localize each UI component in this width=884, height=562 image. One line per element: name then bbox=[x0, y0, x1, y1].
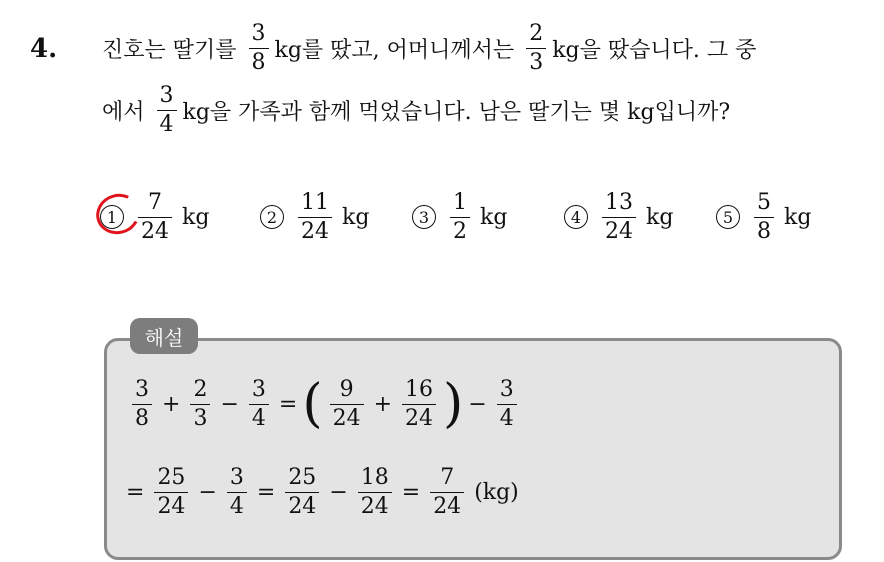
numerator: 7 bbox=[440, 464, 455, 490]
denominator: 24 bbox=[330, 404, 364, 430]
solution-label: 해설 bbox=[130, 318, 198, 354]
choice-4[interactable] bbox=[564, 184, 677, 250]
denominator: 4 bbox=[249, 404, 269, 430]
fraction bbox=[249, 376, 269, 431]
unit: kg bbox=[646, 204, 674, 230]
operator: = bbox=[278, 391, 298, 417]
selected-answer-mark bbox=[91, 188, 145, 240]
fraction bbox=[450, 189, 470, 244]
fraction bbox=[154, 464, 188, 519]
operator: = bbox=[126, 479, 145, 505]
denominator: 8 bbox=[132, 404, 152, 430]
numerator: 3 bbox=[251, 376, 266, 402]
denominator: 8 bbox=[249, 48, 269, 74]
operator: − bbox=[329, 479, 348, 505]
numerator: 18 bbox=[360, 464, 389, 490]
operator: = bbox=[401, 479, 421, 505]
numerator: 3 bbox=[159, 82, 174, 108]
numerator: 3 bbox=[135, 376, 149, 402]
choice-number: 4 bbox=[564, 205, 588, 229]
unit: (kg) bbox=[474, 479, 519, 505]
denominator: 4 bbox=[227, 492, 247, 518]
question-text: kg을 가족과 함께 먹었습니다. 남은 딸기는 몇 kg입니까? bbox=[182, 99, 731, 125]
denominator: 3 bbox=[190, 404, 210, 430]
numerator: 3 bbox=[499, 376, 514, 402]
choice-number: 1 bbox=[100, 205, 124, 229]
operator: − bbox=[198, 479, 217, 505]
fraction bbox=[430, 464, 464, 519]
choice-1[interactable] bbox=[100, 184, 213, 250]
fraction bbox=[754, 189, 774, 244]
operator: − bbox=[220, 391, 239, 417]
left-paren: ( bbox=[302, 374, 323, 434]
fraction bbox=[249, 20, 269, 75]
numerator: 25 bbox=[157, 464, 186, 490]
choice-number: 5 bbox=[716, 205, 740, 229]
numerator: 16 bbox=[405, 376, 434, 402]
question-line-1 bbox=[102, 18, 762, 78]
operator: + bbox=[162, 391, 181, 417]
denominator: 2 bbox=[450, 217, 470, 243]
denominator: 24 bbox=[358, 492, 392, 518]
question-text: kg를 땄고, 어머니께서는 bbox=[274, 37, 515, 63]
denominator: 24 bbox=[138, 217, 172, 243]
operator: = bbox=[256, 479, 276, 505]
numerator: 13 bbox=[605, 189, 633, 215]
fraction bbox=[138, 189, 172, 244]
denominator: 24 bbox=[602, 217, 636, 243]
denominator: 24 bbox=[402, 404, 436, 430]
unit: kg bbox=[784, 204, 812, 230]
denominator: 4 bbox=[497, 404, 517, 430]
fraction bbox=[157, 82, 177, 137]
numerator: 3 bbox=[229, 464, 244, 490]
choice-5[interactable] bbox=[716, 184, 815, 250]
numerator: 5 bbox=[757, 189, 771, 215]
numerator: 7 bbox=[148, 189, 162, 215]
denominator: 24 bbox=[298, 217, 332, 243]
question-text: 에서 bbox=[102, 99, 145, 125]
numerator: 2 bbox=[193, 376, 208, 402]
denominator: 24 bbox=[430, 492, 464, 518]
denominator: 4 bbox=[157, 110, 177, 136]
denominator: 24 bbox=[154, 492, 188, 518]
fraction bbox=[402, 376, 436, 431]
numerator: 11 bbox=[301, 189, 329, 215]
numerator: 2 bbox=[529, 20, 544, 46]
numerator: 3 bbox=[251, 20, 266, 46]
fraction bbox=[602, 189, 636, 244]
fraction bbox=[358, 464, 392, 519]
operator: − bbox=[468, 391, 487, 417]
question-line-2 bbox=[102, 80, 736, 140]
numerator: 9 bbox=[339, 376, 354, 402]
solution-box bbox=[104, 338, 842, 560]
fraction bbox=[132, 376, 152, 431]
fraction bbox=[298, 189, 332, 244]
fraction bbox=[227, 464, 247, 519]
operator: + bbox=[373, 391, 393, 417]
numerator: 25 bbox=[288, 464, 317, 490]
unit: kg bbox=[182, 204, 210, 230]
numerator: 1 bbox=[453, 189, 467, 215]
question-text: 진호는 딸기를 bbox=[102, 37, 237, 63]
right-paren: ) bbox=[443, 374, 464, 434]
fraction bbox=[526, 20, 546, 75]
choice-number: 2 bbox=[260, 205, 284, 229]
fraction bbox=[285, 464, 319, 519]
fraction bbox=[330, 376, 364, 431]
denominator: 24 bbox=[285, 492, 319, 518]
fraction bbox=[497, 376, 517, 431]
unit: kg bbox=[480, 204, 508, 230]
unit: kg bbox=[342, 204, 370, 230]
denominator: 3 bbox=[526, 48, 546, 74]
choice-3[interactable] bbox=[412, 184, 511, 250]
choice-2[interactable] bbox=[260, 184, 373, 250]
solution-equation-1 bbox=[126, 374, 523, 434]
solution-equation-2 bbox=[122, 462, 523, 522]
problem-number: 4. bbox=[30, 34, 58, 64]
choice-number: 3 bbox=[412, 205, 436, 229]
denominator: 8 bbox=[754, 217, 774, 243]
fraction bbox=[190, 376, 210, 431]
question-text: kg을 땄습니다. 그 중 bbox=[552, 37, 757, 63]
